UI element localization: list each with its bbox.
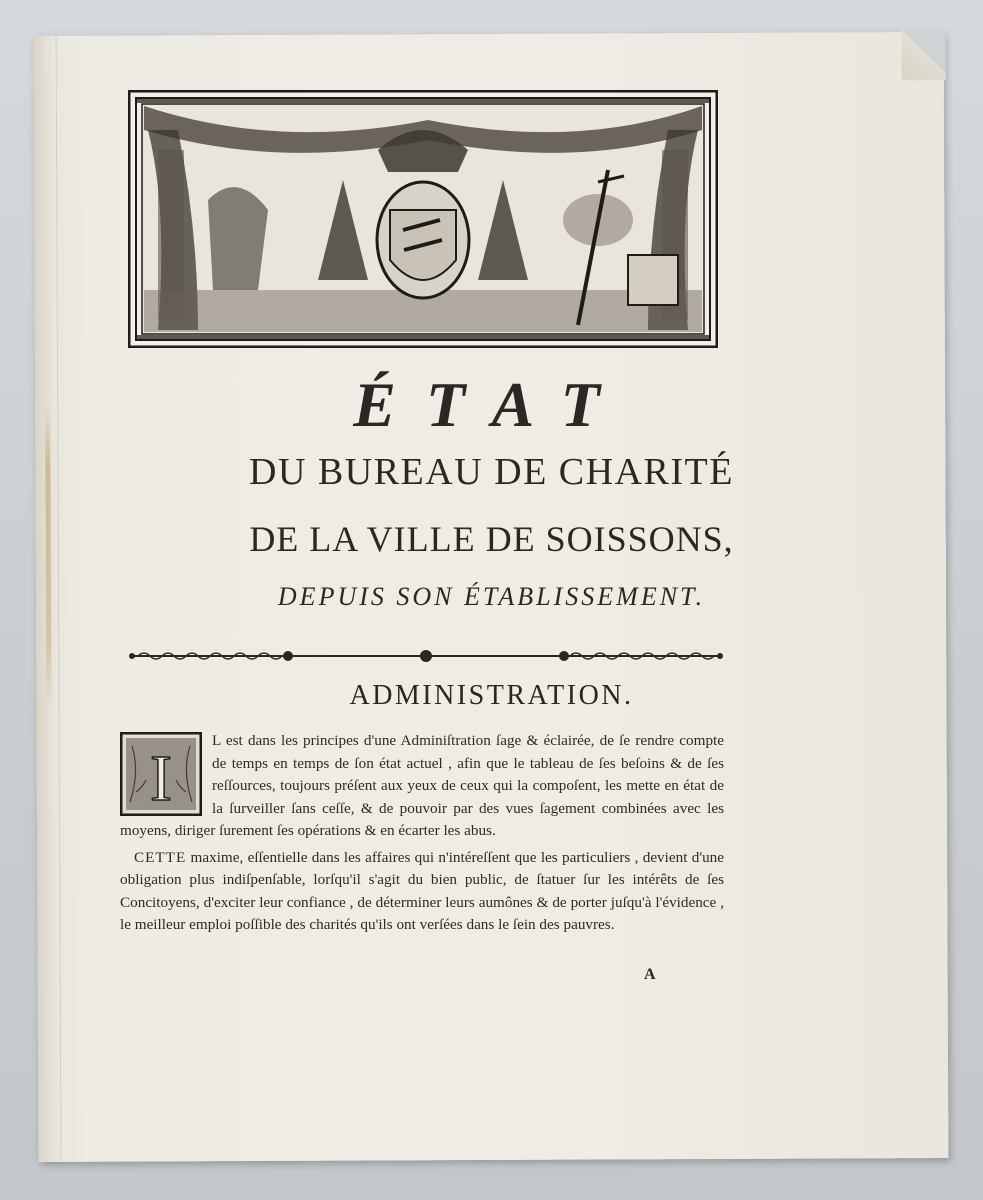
signature-mark: A bbox=[644, 966, 656, 983]
paragraph-2 bbox=[120, 847, 724, 937]
paragraph-2-text: maxime, eſſentielle dans les affaires qui n'intéreſſent que les particuliers , devient d'une obligation plus indiſpenſable, lorſqu'il s'agit du bien public, de ſtatuer ſur les intérêts de ſes Concitoyens, d'exciter leur confiance , de déterminer leurs aumônes & de porter juſqu'à l'évidence , le meilleur emploi poſſible des charités qu'ils ont verſées dans le ſein des pauvres. bbox=[120, 848, 724, 933]
paragraph-1: L est dans les principes d'une Adminiſtration ſage & éclairée, de ſe rendre compte de temps en temps de ſon état actuel , afin que le tableau de ſes beſoins & de ſes reſſources, toujours préſent aux yeux de ceux qui la compoſent, les mette en état de la ſurveiller ſans ceſſe, & de pouvoir par des vues ſagement combinées avec les moyens, diriger ſurement ſes opérations & en écarter les abus. bbox=[120, 732, 724, 839]
engraved-vignette-icon bbox=[128, 90, 718, 348]
title-main: ÉTAT bbox=[353, 369, 630, 440]
corner-fold bbox=[902, 30, 946, 80]
title-bureau: DU BUREAU DE CHARITÉ bbox=[249, 451, 734, 493]
body-text bbox=[120, 730, 724, 937]
svg-text:I: I bbox=[150, 742, 172, 815]
ornamental-rule-icon bbox=[128, 648, 724, 664]
paragraph-2-lead: CETTE bbox=[134, 848, 187, 866]
title-ville: DE LA VILLE DE SOISSONS, bbox=[249, 519, 734, 559]
section-heading: ADMINISTRATION. bbox=[349, 680, 634, 711]
title-depuis: DEPUIS SON ÉTABLISSEMENT. bbox=[277, 582, 706, 611]
decorated-initial-icon bbox=[120, 732, 202, 816]
